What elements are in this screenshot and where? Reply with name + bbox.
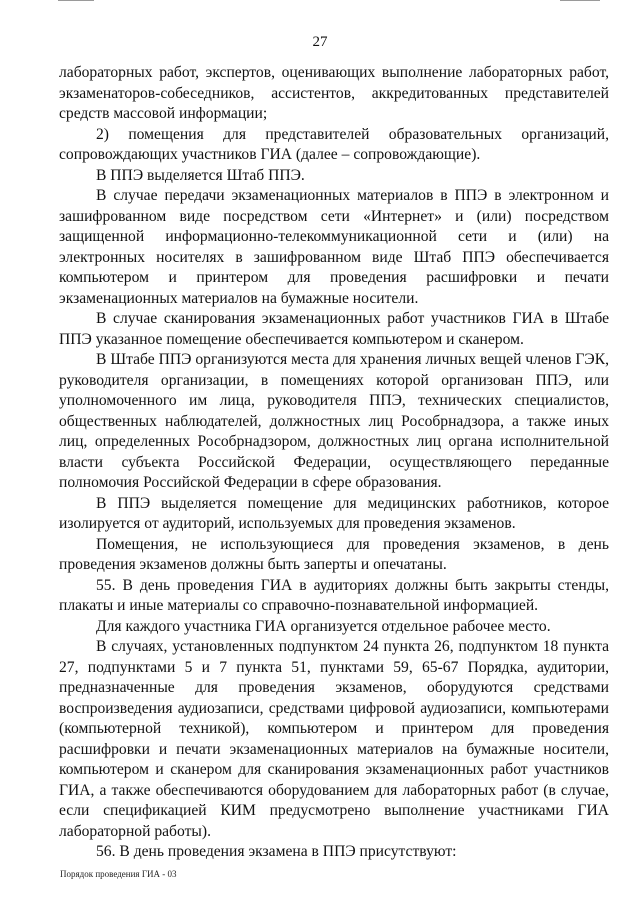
page-number: 27 [312, 34, 328, 50]
scan-edge-mark [58, 0, 94, 1]
paragraph: В случае передачи экзаменационных материалов в ППЭ в электронном и зашифрованном виде посредством сети «Интернет» и (или) посредством защищенной информационно-телекоммуникационной сети и (или) на электронных носителях в зашифрованном виде Штаб ППЭ обеспечивается компьютером и принтером для проведения расшифровки и печати экзаменационных материалов на бумажные носители. [59, 187, 609, 307]
paragraph: В ППЭ выделяется Штаб ППЭ. [96, 166, 305, 184]
paragraph: Для каждого участника ГИА организуется отдельное рабочее место. [96, 617, 551, 635]
paragraph: В случаях, установленных подпунктом 24 пункта 26, подпунктом 18 пункта 27, подпунктами 5 и 7 пункта 51, пунктами 59, 65-67 Порядка, аудитории, предназначенные для проведения экзаменов, оборудуются средствами воспроизведения аудиозаписи, средствами цифровой аудиозаписи, компьютерами (компьютерной техникой), компьютером и принтером для проведения расшифровки и печати экзаменационных материалов на бумажные носители, компьютером и сканером для сканирования экзаменационных работ участников ГИА, а также обеспечиваются оборудованием для лабораторных работ (в случае, если спецификацией КИМ предусмотрено выполнение участниками ГИА лабораторной работы). [59, 638, 609, 840]
paragraph: 56. В день проведения экзамена в ППЭ присутствуют: [96, 843, 457, 860]
document-body [59, 63, 609, 863]
paragraph: Помещения, не использующиеся для проведения экзаменов, в день проведения экзаменов должны быть заперты и опечатаны. [59, 535, 609, 573]
paragraph: 2) помещения для представителей образовательных организаций, сопровождающих участников ГИА (далее – сопровождающие). [59, 125, 609, 163]
paragraph: В случае сканирования экзаменационных работ участников ГИА в Штабе ППЭ указанное помещение обеспечивается компьютером и сканером. [59, 310, 609, 348]
paragraph: 55. В день проведения ГИА в аудиториях должны быть закрыты стенды, плакаты и иные материалы со справочно-познавательной информацией. [59, 576, 609, 614]
page-footer: Порядок проведения ГИА - 03 [60, 869, 177, 879]
paragraph: В ППЭ выделяется помещение для медицинских работников, которое изолируется от аудиторий, используемых для проведения экзаменов. [59, 494, 609, 532]
paragraph: лабораторных работ, экспертов, оценивающих выполнение лабораторных работ, экзаменаторов-собеседников, ассистентов, аккредитованных представителей средств массовой информации; [59, 64, 609, 122]
scan-edge-mark [560, 0, 600, 1]
paragraph: В Штабе ППЭ организуются места для хранения личных вещей членов ГЭК, руководителя организации, в помещениях которой организован ППЭ, или уполномоченного им лица, руководителя ППЭ, технических специалистов, общественных наблюдателей, должностных лиц Рособрнадзора, а также иных лиц, определенных Рособрнадзором, должностных лиц органа исполнительной власти субъекта Российской Федерации, осуществляющего переданные полномочия Российской Федерации в сфере образования. [59, 351, 609, 491]
